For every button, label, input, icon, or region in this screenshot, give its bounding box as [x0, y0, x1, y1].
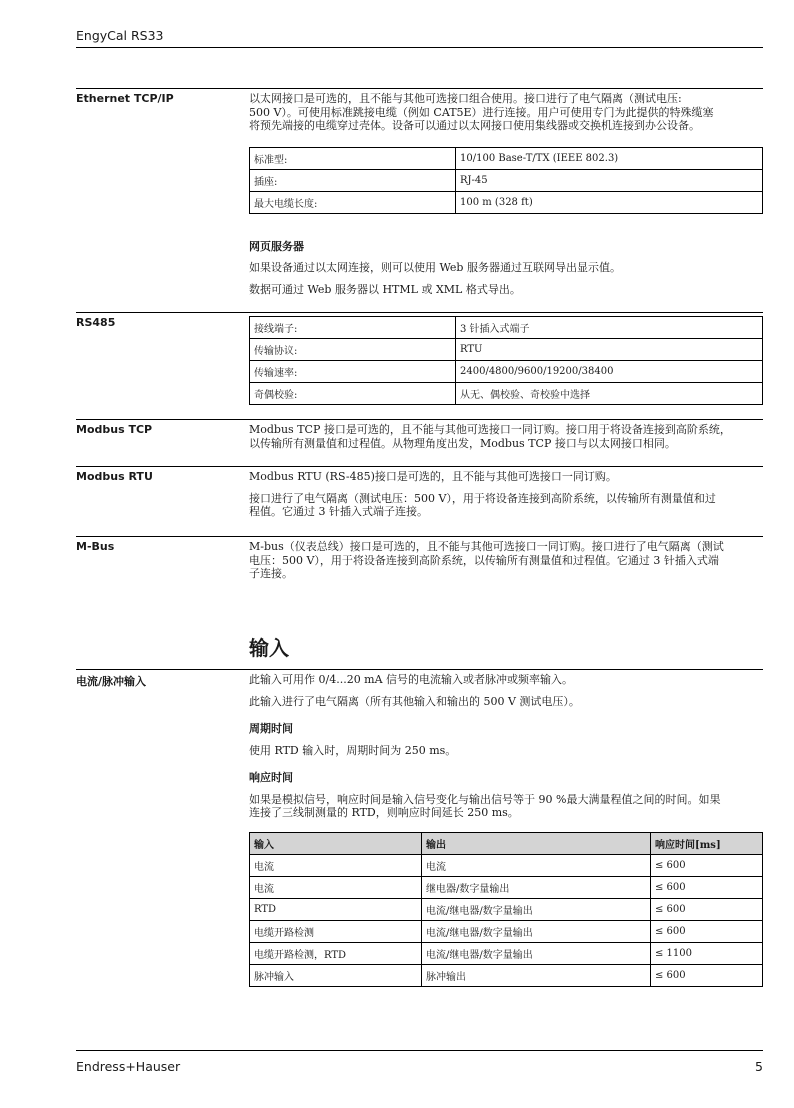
footer-brand: Endress+Hauser	[76, 1059, 181, 1074]
paragraph: 数据可通过 Web 服务器以 HTML 或 XML 格式导出。	[249, 282, 521, 296]
section-divider	[76, 312, 763, 313]
table-row: 奇偶校验: 从无、偶校验、奇校验中选择	[250, 383, 763, 405]
section-divider	[76, 88, 763, 89]
table-row: 传输速率: 2400/4800/9600/19200/38400	[250, 361, 763, 383]
section-label: Modbus RTU	[76, 470, 153, 483]
paragraph: 如果是模拟信号，响应时间是输入信号变化与输出信号等于 90 %最大满量程值之间的时间。如果 连接了三线制测量的 RTD，则响应时间延长 250 ms。	[249, 792, 721, 819]
paragraph: M-bus（仪表总线）接口是可选的，且不能与其他可选接口一同订购。接口进行了电气隔离（测试 电压：500 V），用于将设备连接到高阶系统，以传输所有测量值和过程值。它通过 3 针插入式端 子连接。	[249, 540, 724, 580]
section-label: Modbus TCP	[76, 423, 153, 436]
section-rs485	[76, 312, 763, 401]
table-row: RTD 电流/继电器/数字量输出 ≤ 600	[250, 898, 763, 920]
column-header: 输入	[250, 832, 422, 854]
response-time-table	[249, 832, 763, 987]
section-ethernet	[76, 88, 763, 296]
page-number: 5	[755, 1059, 763, 1074]
section-label: RS485	[76, 316, 116, 329]
paragraph: 接口进行了电气隔离（测试电压：500 V），用于将设备连接到高阶系统，以传输所有测量值和过 程值。它通过 3 针插入式端子连接。	[249, 491, 716, 518]
table-row: 插座: RJ-45	[250, 169, 763, 191]
section-divider	[76, 669, 763, 670]
subheading-cycle-time: 周期时间	[249, 722, 293, 735]
paragraph: 此输入可用作 0/4...20 mA 信号的电流输入或者脉冲或频率输入。	[249, 673, 574, 686]
ethernet-spec-table	[249, 147, 763, 214]
section-divider	[76, 466, 763, 467]
table-row: 标准型: 10/100 Base-T/TX (IEEE 802.3)	[250, 147, 763, 169]
rs485-spec-table	[249, 316, 763, 405]
footer-divider	[76, 1050, 763, 1051]
section-modbus-tcp	[76, 419, 763, 450]
section-divider	[76, 536, 763, 537]
subheading-response-time: 响应时间	[249, 771, 293, 784]
header-divider	[76, 47, 763, 48]
table-row: 接线端子: 3 针插入式端子	[250, 317, 763, 339]
section-label: Ethernet TCP/IP	[76, 92, 174, 105]
table-row: 脉冲输入 脉冲输出 ≤ 600	[250, 964, 763, 986]
chapter-heading-input: 输入	[249, 636, 289, 660]
paragraph: 以太网接口是可选的，且不能与其他可选接口组合使用。接口进行了电气隔离（测试电压: 500 V）。可使用标准跳接电缆（例如 CAT5E）进行连接。用户可使用专门为此提供的特殊缆塞 将预先端接的电缆穿过壳体。设备可以通过以太网接口使用集线器或交换机连接到办公设备。	[249, 92, 714, 132]
table-row: 最大电缆长度: 100 m (328 ft)	[250, 191, 763, 213]
section-label: 电流/脉冲输入	[76, 675, 147, 688]
document-header-title: EngyCal RS33	[76, 28, 164, 43]
table-row: 电流 继电器/数字量输出 ≤ 600	[250, 876, 763, 898]
section-label: M-Bus	[76, 540, 115, 553]
paragraph: 此输入进行了电气隔离（所有其他输入和输出的 500 V 测试电压）。	[249, 694, 580, 708]
table-row: 电缆开路检测 电流/继电器/数字量输出 ≤ 600	[250, 920, 763, 942]
table-row: 传输协议: RTU	[250, 339, 763, 361]
section-divider	[76, 419, 763, 420]
table-row: 电缆开路检测，RTD 电流/继电器/数字量输出 ≤ 1100	[250, 942, 763, 964]
section-modbus-rtu	[76, 466, 763, 518]
section-m-bus	[76, 536, 763, 580]
paragraph: Modbus TCP 接口是可选的，且不能与其他可选接口一同订购。接口用于将设备连接到高阶系统， 以传输所有测量值和过程值。从物理角度出发，Modbus TCP 接口与以太网接口相同。	[249, 423, 731, 450]
column-header: 输出	[422, 832, 651, 854]
table-header-row	[250, 832, 763, 854]
subheading-web-server: 网页服务器	[249, 239, 304, 253]
section-current-pulse-input	[76, 669, 763, 983]
paragraph: 如果设备通过以太网连接，则可以使用 Web 服务器通过互联网导出显示值。	[249, 261, 621, 274]
paragraph: 使用 RTD 输入时，周期时间为 250 ms。	[249, 743, 457, 757]
table-row: 电流 电流 ≤ 600	[250, 854, 763, 876]
paragraph: Modbus RTU (RS-485)接口是可选的，且不能与其他可选接口一同订购。	[249, 470, 617, 483]
column-header: 响应时间[ms]	[651, 832, 763, 854]
